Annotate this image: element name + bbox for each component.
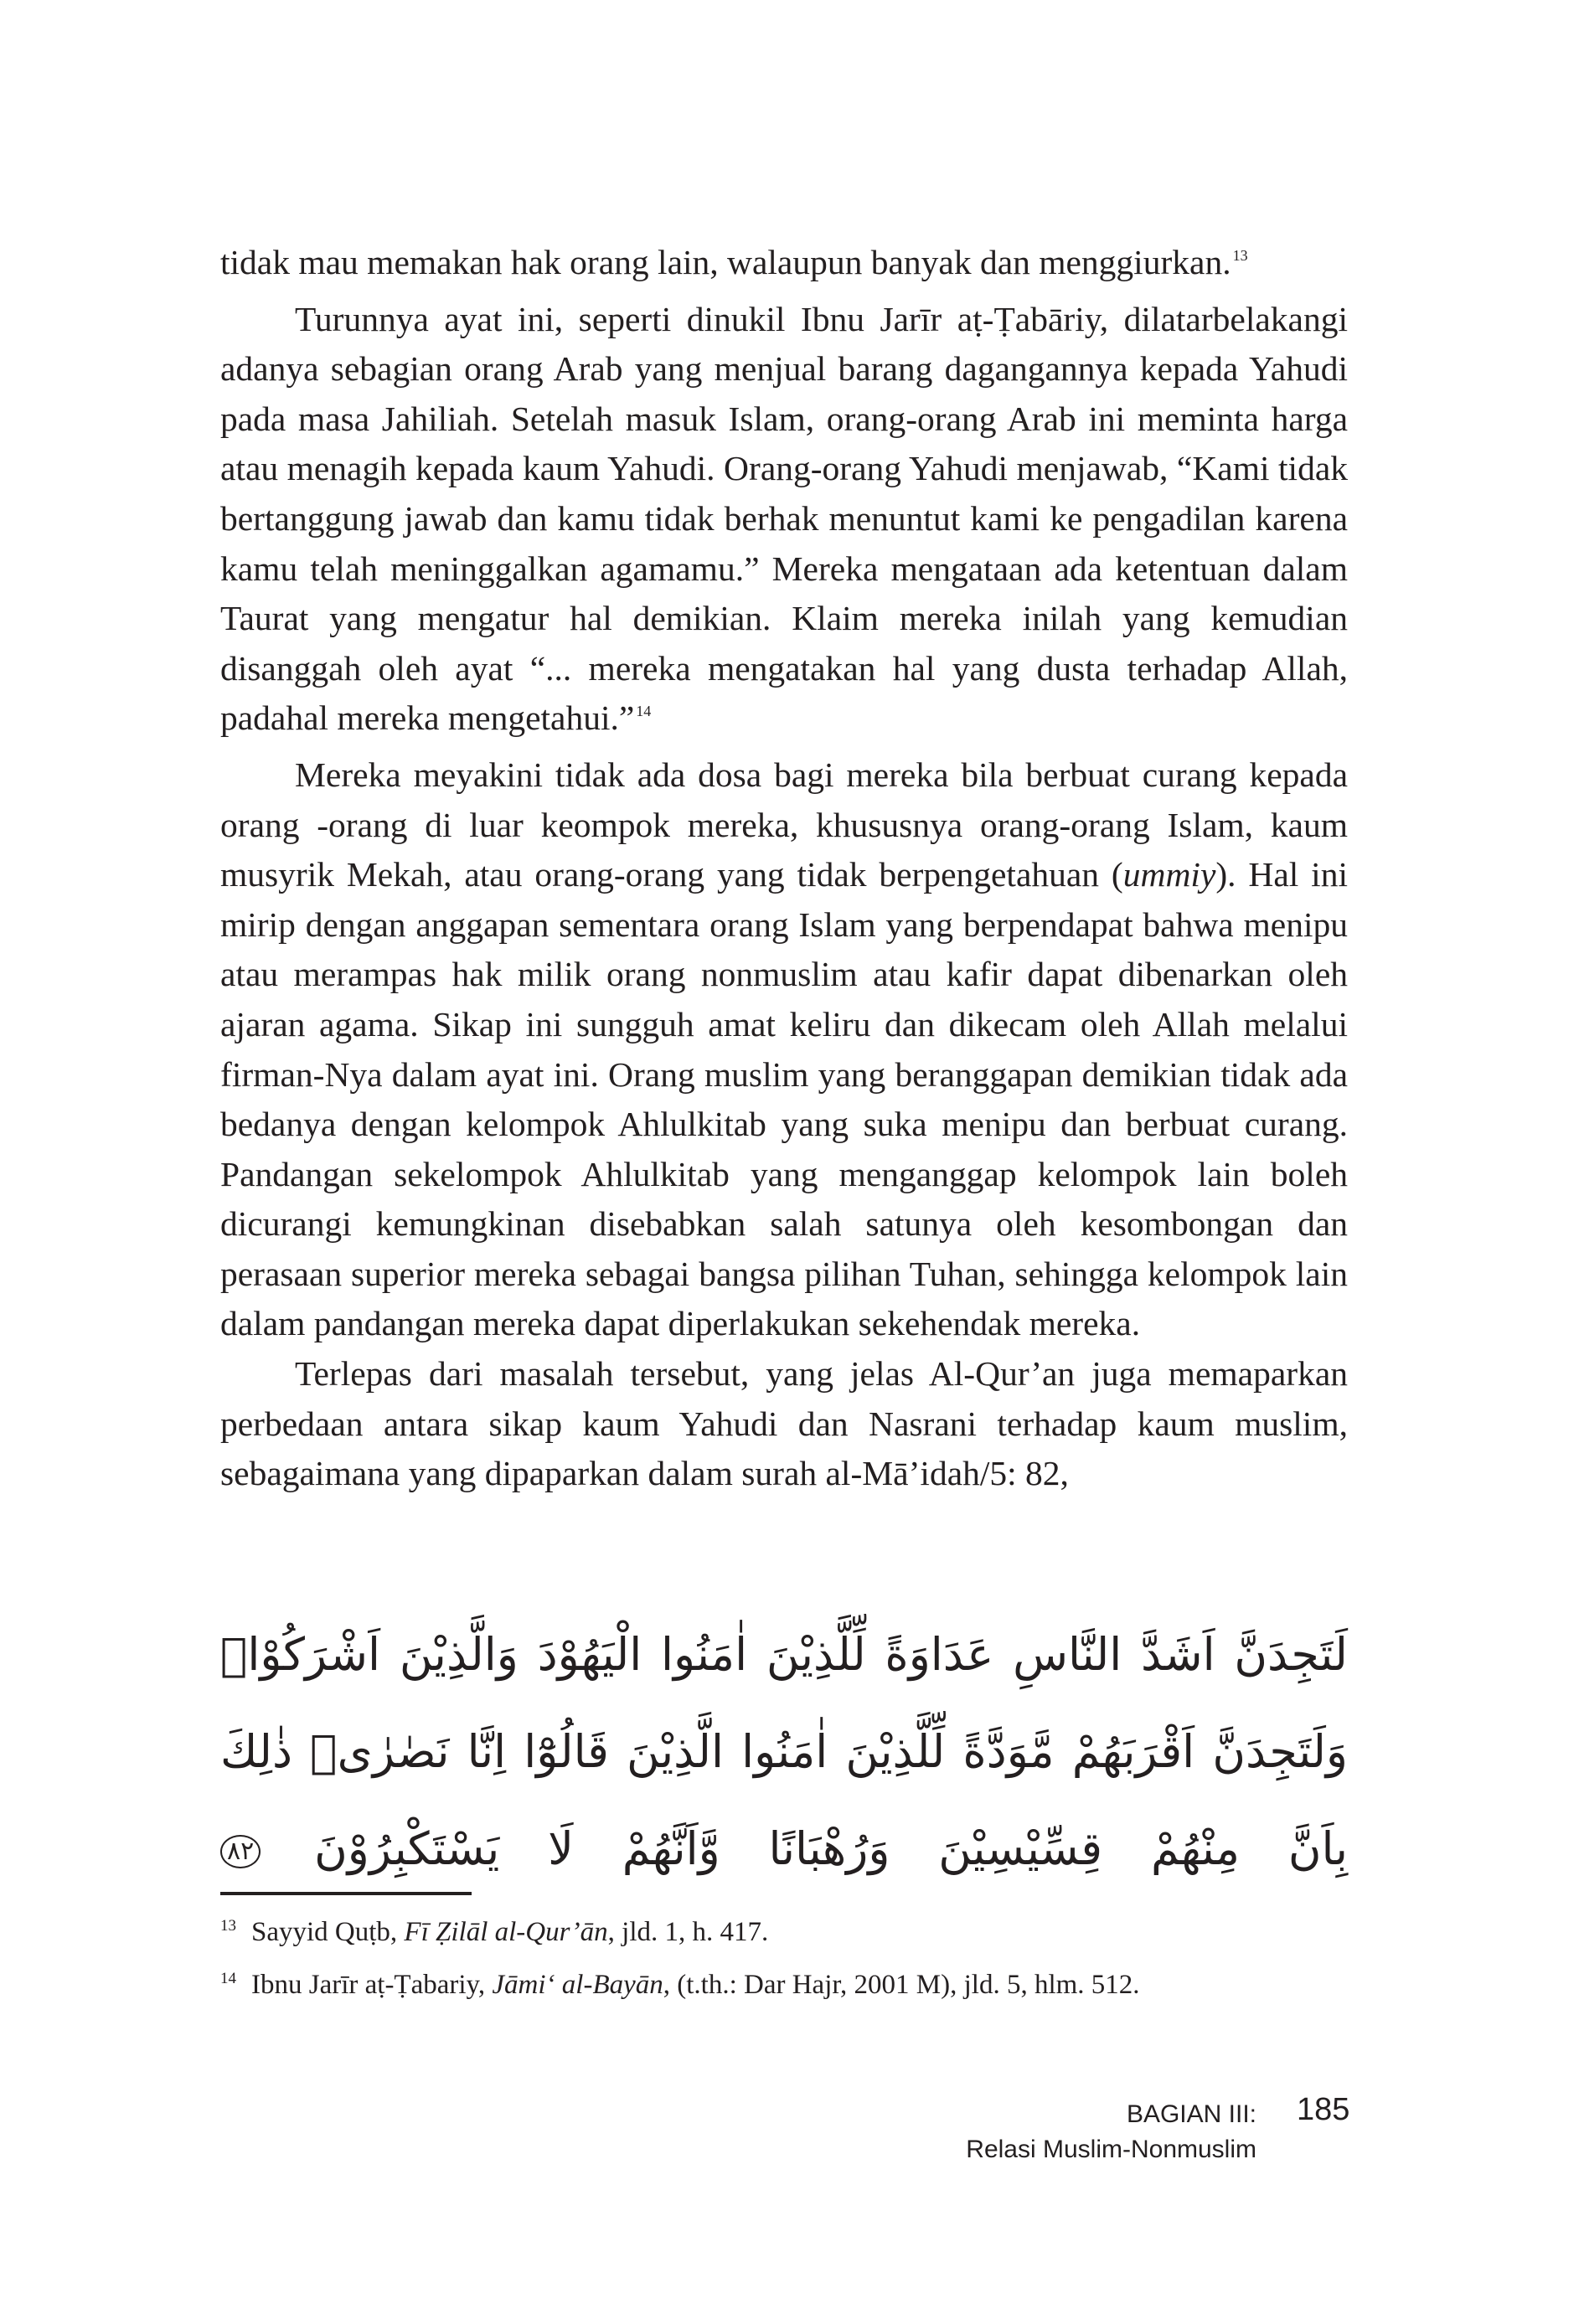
ayah-number-mark: ٨٢ <box>220 1835 261 1868</box>
section-label: BAGIAN III: <box>1126 2100 1256 2128</box>
footnote-14 <box>220 1961 1348 2013</box>
paragraph-3-text-a: Mereka meyakini tidak ada dosa bagi mereka bila berbuat curang kepada orang -orang di luar keompok mereka, khususnya orang-orang Islam, kaum musyrik Mekah, atau orang-orang yang tidak berpengetahuan ( <box>220 755 1348 894</box>
section-subtitle: Relasi Muslim-Nonmuslim <box>966 2136 1256 2163</box>
paragraph-4-text: Terlepas dari masalah tersebut, yang jelas Al-Qur’an juga memaparkan perbedaan antara sikap kaum Yahudi dan Nasrani terhadap kaum muslim, sebagaimana yang dipaparkan dalam surah al-Mā’idah/5: 82, <box>220 1354 1348 1493</box>
footnote-ref-13: 13 <box>1232 247 1248 264</box>
quran-verse-text: لَتَجِدَنَّ اَشَدَّ النَّاسِ عَدَاوَةً لِّلَّذِيْنَ اٰمَنُوا الْيَهُوْدَ وَالَّذِيْنَ اَشْرَكُوْاۚ وَلَتَجِدَنَّ اَقْرَبَهُمْ مَّوَدَّةً لِّلَّذِيْنَ اٰمَنُوا الَّذِيْنَ قَالُوْٓا اِنَّا نَصٰرٰىۗ ذٰلِكَ بِاَنَّ مِنْهُمْ قِسِّيْسِيْنَ وَرُهْبَانًا وَّاَنَّهُمْ لَا يَسْتَكْبِرُوْنَ <box>220 1628 1348 1875</box>
footnote-text: , (t.th.: Dar Hajr, 2001 M), jld. 5, hlm. 512. <box>663 1970 1140 2000</box>
body-text <box>220 238 1348 1499</box>
footnote-text: Ibnu Jarīr aṭ-Ṭabariy, <box>251 1970 493 2000</box>
footnote-title: Fī Ẓilāl al-Qur’ān <box>404 1917 608 1947</box>
footnote-text: Sayyid Quṭb, <box>251 1917 405 1947</box>
page-number: 185 <box>1297 2092 1350 2127</box>
paragraph-4 <box>220 1349 1348 1499</box>
paragraph-2 <box>220 295 1348 750</box>
paragraph-1 <box>220 238 1348 295</box>
footnote-divider <box>220 1892 472 1895</box>
paragraph-3-text-b: ). Hal ini mirip dengan anggapan sementara orang Islam yang berpendapat bahwa menipu atau merampas hak milik orang nonmuslim atau kafir dapat dibenarkan oleh ajaran agama. Sikap ini sungguh amat keliru dan dikecam oleh Allah melalui firman-Nya dalam ayat ini. Orang muslim yang beranggapan demikian tidak ada bedanya dengan kelompok Ahlulkitab yang suka menipu dan berbuat curang. Pandangan sekelompok Ahlulkitab yang menganggap kelompok lain boleh dicurangi kemungkinan disebabkan salah satunya oleh kesombongan dan perasaan superior mereka sebagai bangsa pilihan Tuhan, sehingga kelompok lain dalam pandangan mereka dapat diperlakukan sekehendak mereka. <box>220 855 1348 1343</box>
footnote-title: Jāmi‘ al-Bayān <box>492 1970 663 2000</box>
footnote-number: 13 <box>220 1917 236 1935</box>
paragraph-3 <box>220 750 1348 1349</box>
footnote-ref-14: 14 <box>636 703 652 720</box>
paragraph-2-text: Turunnya ayat ini, seperti dinukil Ibnu Jarīr aṭ-Ṭabāriy, dilatarbelakangi adanya sebagian orang Arab yang menjual barang dagangannya kepada Yahudi pada masa Jahiliah. Setelah masuk Islam, orang-orang Arab ini meminta harga atau menagih kepada kaum Yahudi. Orang-orang Yahudi menjawab, “Kami tidak bertanggung jawab dan kamu tidak berhak menuntut kami ke pengadilan karena kamu telah meninggalkan agamamu.” Mereka mengataan ada ketentuan dalam Taurat yang mengatur hal demikian. Klaim mereka inilah yang kemudian disanggah oleh ayat “... mereka mengatakan hal yang dusta terhadap Allah, padahal mereka mengetahui.” <box>220 299 1348 738</box>
quran-verse <box>220 1606 1348 1898</box>
footnote-number: 14 <box>220 1970 236 1987</box>
footnote-13 <box>220 1908 1348 1961</box>
footnote-text: , jld. 1, h. 417. <box>607 1917 769 1947</box>
running-footer <box>966 2097 1256 2167</box>
footnotes <box>220 1908 1348 2013</box>
paragraph-3-italic-term: ummiy <box>1122 855 1216 894</box>
paragraph-1-text: tidak mau memakan hak orang lain, walaupun banyak dan menggiurkan. <box>220 243 1231 281</box>
